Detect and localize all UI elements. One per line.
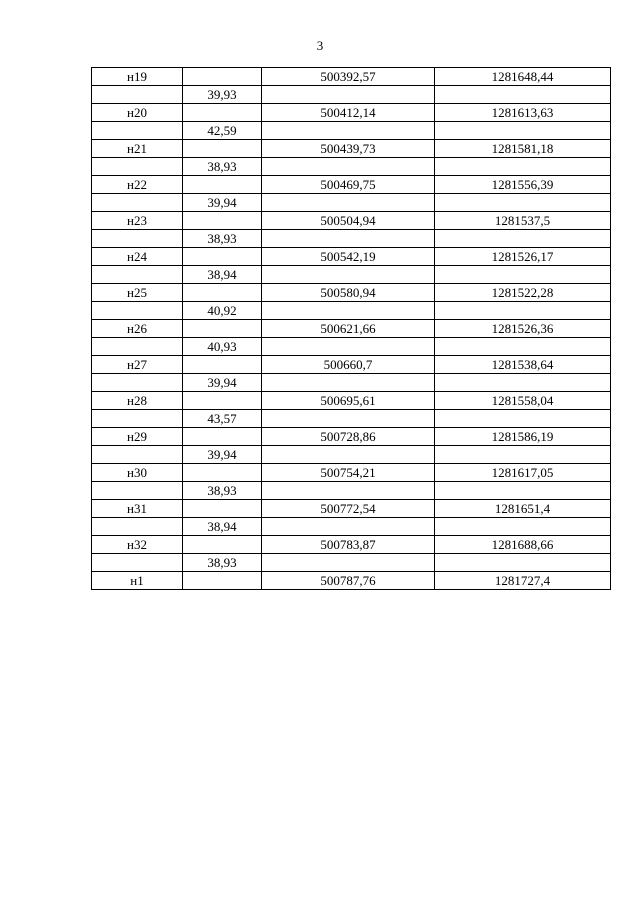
x-coordinate-cell [262,482,435,500]
y-coordinate-cell: 1281613,63 [435,104,611,122]
distance-cell: 38,93 [183,554,262,572]
y-coordinate-cell [435,338,611,356]
point-name-cell: н22 [92,176,183,194]
point-name-cell: н25 [92,284,183,302]
x-coordinate-cell [262,446,435,464]
y-coordinate-cell: 1281648,44 [435,68,611,86]
point-name-cell: н26 [92,320,183,338]
point-row [92,176,611,194]
x-coordinate-cell [262,554,435,572]
y-coordinate-cell: 1281581,18 [435,140,611,158]
point-name-cell [92,230,183,248]
distance-cell: 39,94 [183,446,262,464]
distance-cell [183,536,262,554]
distance-cell [183,356,262,374]
y-coordinate-cell: 1281688,66 [435,536,611,554]
point-name-cell [92,410,183,428]
point-name-cell [92,374,183,392]
point-name-cell: н30 [92,464,183,482]
coordinates-table [91,67,611,590]
x-coordinate-cell: 500754,21 [262,464,435,482]
x-coordinate-cell [262,302,435,320]
point-name-cell: н20 [92,104,183,122]
y-coordinate-cell [435,518,611,536]
distance-cell: 38,94 [183,518,262,536]
distance-cell: 40,93 [183,338,262,356]
distance-row [92,158,611,176]
distance-row [92,338,611,356]
distance-row [92,122,611,140]
distance-cell: 39,93 [183,86,262,104]
x-coordinate-cell [262,122,435,140]
y-coordinate-cell: 1281617,05 [435,464,611,482]
distance-cell [183,212,262,230]
x-coordinate-cell [262,230,435,248]
x-coordinate-cell: 500772,54 [262,500,435,518]
point-name-cell: н1 [92,572,183,590]
distance-cell: 42,59 [183,122,262,140]
point-name-cell [92,158,183,176]
point-row [92,536,611,554]
point-row [92,140,611,158]
x-coordinate-cell: 500787,76 [262,572,435,590]
x-coordinate-cell [262,338,435,356]
y-coordinate-cell [435,410,611,428]
point-row [92,392,611,410]
distance-row [92,374,611,392]
distance-row [92,230,611,248]
x-coordinate-cell [262,518,435,536]
distance-cell: 38,93 [183,482,262,500]
coordinates-table-body [92,68,611,590]
x-coordinate-cell: 500695,61 [262,392,435,410]
y-coordinate-cell: 1281586,19 [435,428,611,446]
y-coordinate-cell: 1281526,36 [435,320,611,338]
distance-cell [183,428,262,446]
distance-cell: 39,94 [183,194,262,212]
distance-cell [183,248,262,266]
distance-cell [183,104,262,122]
point-name-cell [92,338,183,356]
y-coordinate-cell [435,122,611,140]
y-coordinate-cell [435,554,611,572]
distance-cell: 39,94 [183,374,262,392]
point-row [92,212,611,230]
distance-cell: 43,57 [183,410,262,428]
x-coordinate-cell: 500783,87 [262,536,435,554]
y-coordinate-cell: 1281558,04 [435,392,611,410]
x-coordinate-cell: 500542,19 [262,248,435,266]
point-name-cell [92,518,183,536]
point-name-cell: н31 [92,500,183,518]
y-coordinate-cell: 1281537,5 [435,212,611,230]
point-name-cell [92,266,183,284]
point-row [92,356,611,374]
x-coordinate-cell [262,374,435,392]
y-coordinate-cell: 1281522,28 [435,284,611,302]
point-row [92,320,611,338]
distance-cell [183,392,262,410]
point-name-cell: н24 [92,248,183,266]
point-row [92,500,611,518]
y-coordinate-cell: 1281727,4 [435,572,611,590]
x-coordinate-cell [262,266,435,284]
point-name-cell: н32 [92,536,183,554]
point-name-cell [92,302,183,320]
distance-row [92,266,611,284]
y-coordinate-cell: 1281538,64 [435,356,611,374]
y-coordinate-cell [435,374,611,392]
point-name-cell: н19 [92,68,183,86]
y-coordinate-cell [435,266,611,284]
distance-row [92,302,611,320]
x-coordinate-cell [262,194,435,212]
distance-cell [183,176,262,194]
point-name-cell [92,86,183,104]
y-coordinate-cell [435,230,611,248]
y-coordinate-cell: 1281526,17 [435,248,611,266]
x-coordinate-cell: 500580,94 [262,284,435,302]
distance-row [92,482,611,500]
y-coordinate-cell [435,482,611,500]
distance-cell [183,68,262,86]
distance-row [92,194,611,212]
distance-cell: 38,94 [183,266,262,284]
distance-cell: 38,93 [183,158,262,176]
point-row [92,284,611,302]
distance-row [92,518,611,536]
y-coordinate-cell [435,86,611,104]
x-coordinate-cell: 500621,66 [262,320,435,338]
distance-cell [183,464,262,482]
y-coordinate-cell [435,158,611,176]
point-row [92,104,611,122]
x-coordinate-cell [262,158,435,176]
distance-cell [183,140,262,158]
point-name-cell: н21 [92,140,183,158]
point-row [92,428,611,446]
point-name-cell [92,122,183,140]
x-coordinate-cell: 500469,75 [262,176,435,194]
point-row [92,464,611,482]
point-name-cell: н28 [92,392,183,410]
point-row [92,68,611,86]
point-row [92,572,611,590]
point-name-cell [92,554,183,572]
point-name-cell [92,446,183,464]
point-name-cell: н29 [92,428,183,446]
distance-row [92,554,611,572]
distance-row [92,446,611,464]
distance-cell [183,572,262,590]
point-name-cell [92,194,183,212]
page-number: 3 [316,38,324,53]
x-coordinate-cell: 500392,57 [262,68,435,86]
distance-cell [183,284,262,302]
distance-cell: 40,92 [183,302,262,320]
distance-cell [183,320,262,338]
point-name-cell: н23 [92,212,183,230]
x-coordinate-cell: 500660,7 [262,356,435,374]
y-coordinate-cell [435,302,611,320]
point-name-cell: н27 [92,356,183,374]
x-coordinate-cell [262,410,435,428]
y-coordinate-cell [435,446,611,464]
distance-row [92,86,611,104]
distance-row [92,410,611,428]
x-coordinate-cell [262,86,435,104]
point-row [92,248,611,266]
x-coordinate-cell: 500728,86 [262,428,435,446]
point-name-cell [92,482,183,500]
x-coordinate-cell: 500439,73 [262,140,435,158]
distance-cell [183,500,262,518]
y-coordinate-cell: 1281556,39 [435,176,611,194]
y-coordinate-cell [435,194,611,212]
distance-cell: 38,93 [183,230,262,248]
x-coordinate-cell: 500412,14 [262,104,435,122]
x-coordinate-cell: 500504,94 [262,212,435,230]
y-coordinate-cell: 1281651,4 [435,500,611,518]
